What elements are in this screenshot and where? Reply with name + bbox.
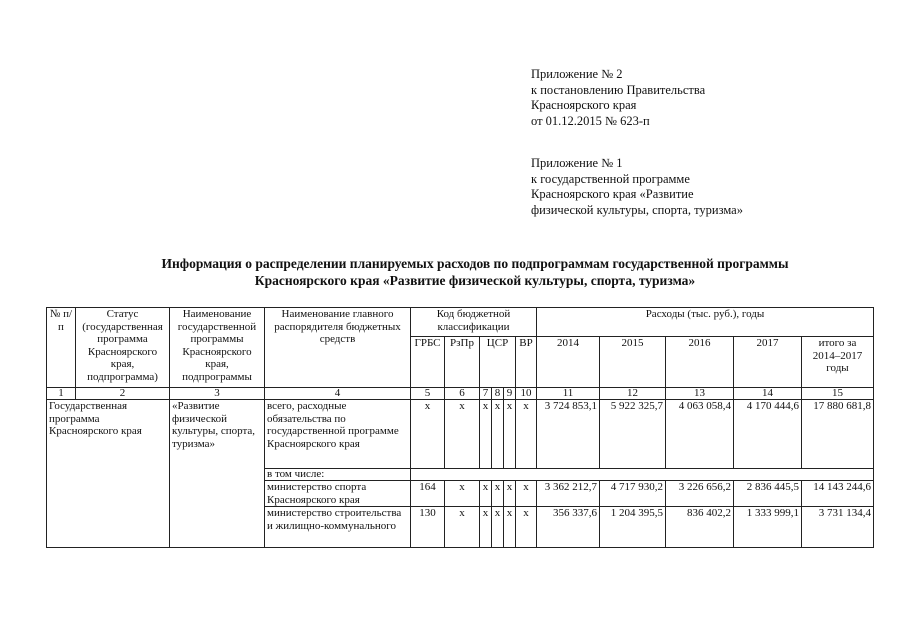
row-label: министерство спорта Красноярского края (265, 481, 411, 507)
row-2015: 5 922 325,7 (600, 400, 666, 469)
row-csr: х (480, 507, 492, 548)
row-rzpr: х (445, 481, 480, 507)
header-expense-group: Расходы (тыс. руб.), годы (537, 308, 874, 337)
row-empty-cell (411, 469, 874, 481)
row-total: 3 731 134,4 (802, 507, 874, 548)
col-number: 12 (600, 388, 666, 400)
column-number-row (47, 388, 874, 400)
row-csr: х (480, 400, 492, 469)
header-row (47, 308, 874, 337)
row-2014: 356 337,6 (537, 507, 600, 548)
col-number: 9 (504, 388, 516, 400)
col-number: 13 (666, 388, 734, 400)
row-vr: х (516, 481, 537, 507)
program-name: «Развитие физической культуры, спорта, туризма» (170, 400, 265, 548)
col-number: 1 (47, 388, 76, 400)
row-csr: х (504, 481, 516, 507)
col-number: 6 (445, 388, 480, 400)
row-total: 14 143 244,6 (802, 481, 874, 507)
appendix-line: Приложение № 1 (531, 156, 623, 170)
appendix-sub-block (531, 156, 743, 218)
row-2016: 836 402,2 (666, 507, 734, 548)
col-number: 5 (411, 388, 445, 400)
row-vr: х (516, 400, 537, 469)
row-2015: 4 717 930,2 (600, 481, 666, 507)
header-csr: ЦСР (480, 337, 516, 388)
row-label: в том числе: (265, 469, 411, 481)
row-rzpr: х (445, 400, 480, 469)
header-2015: 2015 (600, 337, 666, 388)
col-number: 4 (265, 388, 411, 400)
col-number: 11 (537, 388, 600, 400)
header-total: итого за 2014–2017 годы (802, 337, 874, 388)
row-csr: х (504, 400, 516, 469)
row-2015: 1 204 395,5 (600, 507, 666, 548)
header-status: Статус (государственная программа Красноярского края, подпрограмма) (76, 308, 170, 388)
appendix-line: физической культуры, спорта, туризма» (531, 202, 743, 217)
appendix-line: Приложение № 2 (531, 67, 623, 81)
row-2017: 2 836 445,5 (734, 481, 802, 507)
row-2017: 4 170 444,6 (734, 400, 802, 469)
row-2017: 1 333 999,1 (734, 507, 802, 548)
header-num: № п/п (47, 308, 76, 388)
col-number: 10 (516, 388, 537, 400)
row-grbs: 164 (411, 481, 445, 507)
table-row (47, 400, 874, 469)
document-title (70, 255, 880, 289)
row-rzpr: х (445, 507, 480, 548)
appendix-line: от 01.12.2015 № 623-п (531, 113, 650, 128)
title-line-2: Красноярского края «Развитие физической культуры, спорта, туризма» (254, 273, 696, 288)
row-csr: х (492, 481, 504, 507)
row-2016: 4 063 058,4 (666, 400, 734, 469)
row-2016: 3 226 656,2 (666, 481, 734, 507)
expense-table (46, 307, 874, 548)
appendix-line: Красноярского края «Развитие (531, 187, 694, 201)
appendix-main-block (531, 67, 705, 129)
header-2014: 2014 (537, 337, 600, 388)
col-number: 8 (492, 388, 504, 400)
row-label: всего, расходные обязательства по государственной программе Красноярского края (265, 400, 411, 469)
col-number: 3 (170, 388, 265, 400)
col-number: 14 (734, 388, 802, 400)
row-total: 17 880 681,8 (802, 400, 874, 469)
header-2016: 2016 (666, 337, 734, 388)
appendix-line: к государственной программе (531, 171, 690, 186)
header-vr: ВР (516, 337, 537, 388)
header-code-group: Код бюджетной классификации (411, 308, 537, 337)
header-2017: 2017 (734, 337, 802, 388)
row-csr: х (480, 481, 492, 507)
row-2014: 3 724 853,1 (537, 400, 600, 469)
header-grbs-name: Наименование главного распорядителя бюджетных средств (265, 308, 411, 388)
header-name: Наименование государственной программы Красноярского края, подпрограммы (170, 308, 265, 388)
program-status: Государственная программа Красноярского края (47, 400, 170, 548)
appendix-line: Красноярского края (531, 98, 637, 112)
row-label: министерство строительства и жилищно-коммунального (265, 507, 411, 548)
title-line-1: Информация о распределении планируемых расходов по подпрограммам государственной программы (161, 256, 789, 271)
row-grbs: х (411, 400, 445, 469)
row-2014: 3 362 212,7 (537, 481, 600, 507)
col-number: 15 (802, 388, 874, 400)
row-vr: х (516, 507, 537, 548)
row-csr: х (504, 507, 516, 548)
row-csr: х (492, 507, 504, 548)
col-number: 7 (480, 388, 492, 400)
row-grbs: 130 (411, 507, 445, 548)
header-rzpr: РзПр (445, 337, 480, 388)
appendix-line: к постановлению Правительства (531, 82, 706, 97)
row-csr: х (492, 400, 504, 469)
header-grbs: ГРБС (411, 337, 445, 388)
col-number: 2 (76, 388, 170, 400)
